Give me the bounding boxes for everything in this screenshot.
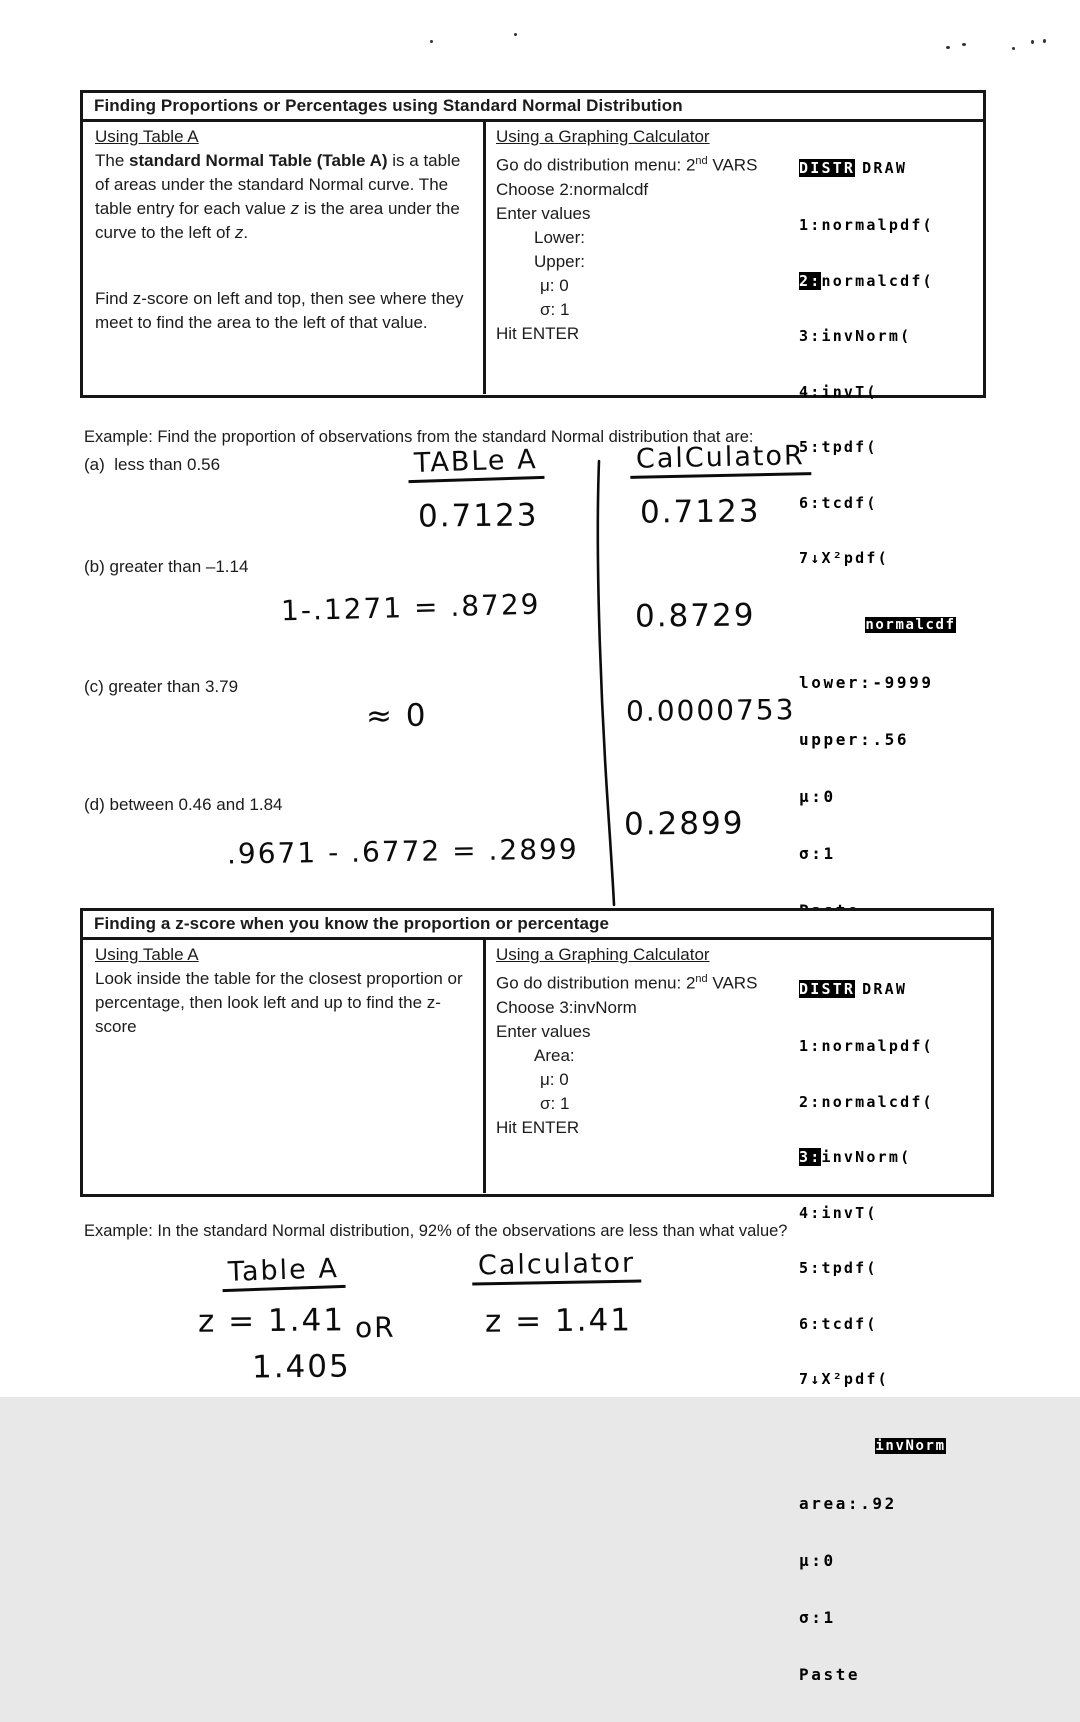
menu2-item-invt: 4:invT( [799,1203,878,1222]
menu-item-tpdf: 5:tpdf( [799,438,878,456]
answer-a-calculator: 0.7123 [639,493,761,531]
calculator2-step-menu: Go do distribution menu: 2nd VARS [496,973,758,993]
invnorm-paste: Paste [799,1664,861,1684]
calculator-step-hit-enter: Hit ENTER [496,323,580,343]
answer-d-calculator: 0.2899 [623,805,745,843]
using-calculator-heading-2: Using a Graphing Calculator [496,945,710,964]
handwritten-table-a-header-2: Table A [221,1253,345,1292]
menu-item-normalcdf-selected: 2:normalcdf( [799,271,934,290]
scan-speck [1031,40,1034,44]
example-2-section [0,1215,1080,1397]
example-1c-label: (c) greater than 3.79 [84,677,239,696]
calculator2-step-hit-enter: Hit ENTER [496,1117,580,1137]
menu2-item-chisq-pdf: 7↓X²pdf( [799,1370,889,1388]
field-mu-2: μ: 0 [540,1069,569,1089]
menu-item-invnorm: 3:invNorm( [799,327,912,345]
invnorm-sigma-value: σ:1 [799,1607,836,1627]
scan-speck [514,33,517,36]
menu-item-tcdf: 6:tcdf( [799,493,878,512]
answer2-calculator-z: z = 1.41 [484,1302,633,1340]
field-mu: μ: 0 [540,275,569,295]
example-1-intro: Example: Find the proportion of observations from the standard Normal distribution that are: [84,428,754,446]
answer-a-table: 0.7123 [417,497,539,535]
distr-tab-selected: DISTR [799,159,856,177]
answer-c-calculator: 0.0000753 [625,693,796,728]
using-table-a-heading-2: Using Table A [95,945,199,964]
menu2-item-normalcdf: 2:normalcdf( [799,1092,934,1111]
proportions-table-a-cell [83,122,486,394]
example-2-intro: Example: In the standard Normal distribution, 92% of the observations are less than what value? [84,1222,788,1240]
scan-speck [430,40,433,43]
calculator-step-enter: Enter values [496,203,591,223]
menu2-item-invnorm-selected: 3:invNorm( [799,1148,912,1166]
distr-menu-tabs [799,159,994,178]
handwritten-divider-line [592,458,622,908]
invnorm-area-value: area:.92 [799,1493,897,1513]
calculator2-step-choose: Choose 3:invNorm [496,997,637,1017]
example-1b-label: (b) greater than –1.14 [84,557,249,576]
scan-speck [962,43,966,46]
menu2-item-normalpdf: 1:normalpdf( [799,1037,934,1055]
scan-speck [946,46,950,49]
distr-menu-tabs-2 [799,980,994,999]
normalcdf-prompt-title: normalcdf [865,616,956,633]
invnorm-mu-value: μ:0 [799,1550,836,1570]
normalcdf-sigma-value: σ:1 [799,843,836,863]
zscore-table-a-cell [83,940,486,1193]
normalcdf-mu-value: μ:0 [799,786,836,806]
field-upper: Upper: [534,251,586,271]
proportions-table-title: Finding Proportions or Percentages using Standard Normal Distribution [83,93,983,122]
calculator-step-menu: Go do distribution menu: 2nd VARS [496,155,758,175]
calculator-step-choose: Choose 2:normalcdf [496,179,649,199]
draw-tab: DRAW [862,159,908,177]
handwritten-table-a-header: TABLe A [407,444,544,483]
menu2-item-tpdf: 5:tpdf( [799,1259,878,1277]
scan-speck [1043,39,1046,43]
answer-d-table: .9671 - .6772 = .2899 [226,832,579,871]
handwritten-calculator-header: CalCulatoR [630,440,811,479]
answer2-table-z-precise: 1.405 [251,1348,351,1386]
table-a-description: The standard Normal Table (Table A) is a table of areas under the standard Normal curve. The table entry for each value z is the area under the curve to the left of z. [95,151,461,242]
menu-item-chisq-pdf: 7↓X²pdf( [799,549,889,567]
handwritten-calculator-header-2: Calculator [472,1248,642,1286]
field-sigma-2: σ: 1 [540,1093,570,1113]
draw-tab-2: DRAW [862,980,908,998]
calculator2-step-enter: Enter values [496,1021,591,1041]
invnorm-prompt-title: invNorm [875,1437,946,1454]
using-calculator-heading: Using a Graphing Calculator [496,127,710,146]
using-table-a-heading: Using Table A [95,127,199,146]
example-1-section [0,428,1080,906]
scan-speck [1012,47,1015,50]
field-lower: Lower: [534,227,586,247]
field-area: Area: [534,1045,575,1065]
example-1d-label: (d) between 0.46 and 1.84 [84,795,283,814]
menu-item-normalpdf: 1:normalpdf( [799,216,934,234]
answer-b-table: 1-.1271 = .8729 [280,587,541,628]
menu2-item-tcdf: 6:tcdf( [799,1314,878,1333]
answer-c-table: ≈ 0 [365,697,428,735]
answer-b-calculator: 0.8729 [634,597,756,635]
answer2-table-z: z = 1.41 [197,1302,346,1340]
table-a-zscore-note: Find z-score on left and top, then see where they meet to find the area to the left of that value. [95,289,464,332]
field-sigma: σ: 1 [540,299,570,319]
menu-item-invt: 4:invT( [799,382,878,401]
distr-tab-selected-2: DISTR [799,980,856,998]
normalcdf-upper-value: upper:.56 [799,729,910,749]
normalcdf-lower-value: lower:-9999 [799,672,934,692]
example-1a-label: (a) less than 0.56 [84,455,221,474]
zscore-table-title: Finding a z-score when you know the proportion or percentage [83,911,991,940]
zscore-table-a-description: Look inside the table for the closest proportion or percentage, then look left and up to find the z-score [95,969,463,1036]
answer2-or: oR [354,1310,396,1345]
